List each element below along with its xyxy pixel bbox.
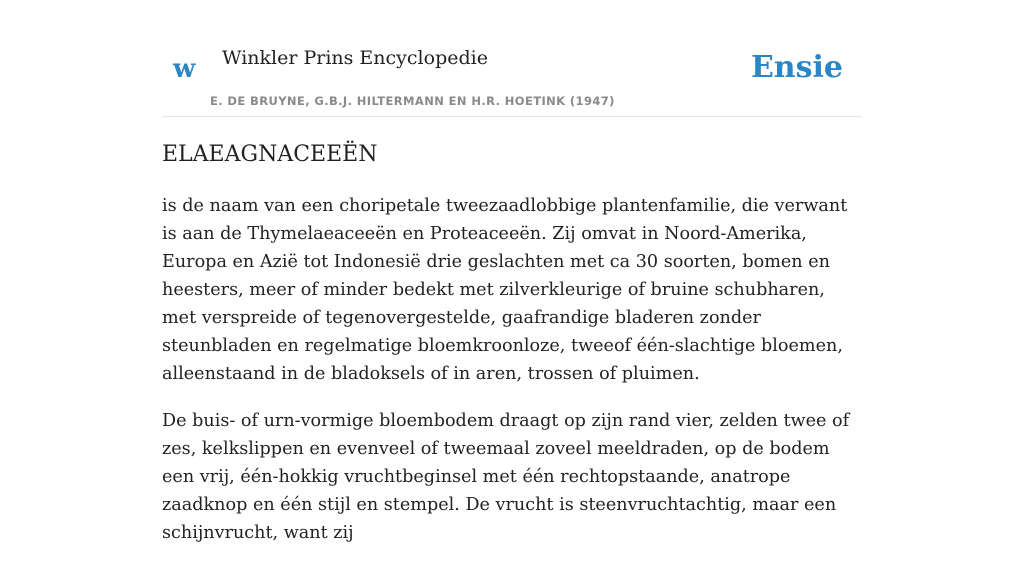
site-header <box>162 0 862 117</box>
entry-title: ELAEAGNACEEËN <box>162 142 378 167</box>
entry-body <box>162 192 862 566</box>
brand-logo[interactable]: Ensie <box>750 50 843 85</box>
site-logo-icon[interactable]: w <box>173 54 196 84</box>
authors-credit: E. DE BRUYNE, G.B.J. HILTERMANN EN H.R. HOETINK (1947) <box>210 94 615 108</box>
entry-paragraph: De buis- of urn-vormige bloembodem draagt op zijn rand vier, zelden twee of zes, kelkslippen en evenveel of tweemaal zoveel meeldraden, op de bodem een vrij, één-hokkig vruchtbeginsel met één rechtopstaande, anatrope zaadknop en één stijl en stempel. De vrucht is steenvruchtachtig, maar een schijnvrucht, want zij <box>162 411 850 543</box>
page <box>162 0 862 543</box>
site-title[interactable]: Winkler Prins Encyclopedie <box>222 47 488 69</box>
entry-paragraph: is de naam van een choripetale tweezaadlobbige plantenfamilie, die verwant is aan de Thymelaeaceeën en Proteaceeën. Zij omvat in Noord-Amerika, Europa en Azië tot Indonesië drie geslachten met ca 30 soorten, bomen en heesters, meer of minder bedekt met zilverkleurige of bruine schubharen, met verspreide of tegenovergestelde, gaafrandige bladeren zonder steunbladen en regelmatige bloemkroonloze, tweeof één-slachtige bloemen, alleenstaand in de bladoksels of in aren, trossen of pluimen. <box>162 196 848 384</box>
